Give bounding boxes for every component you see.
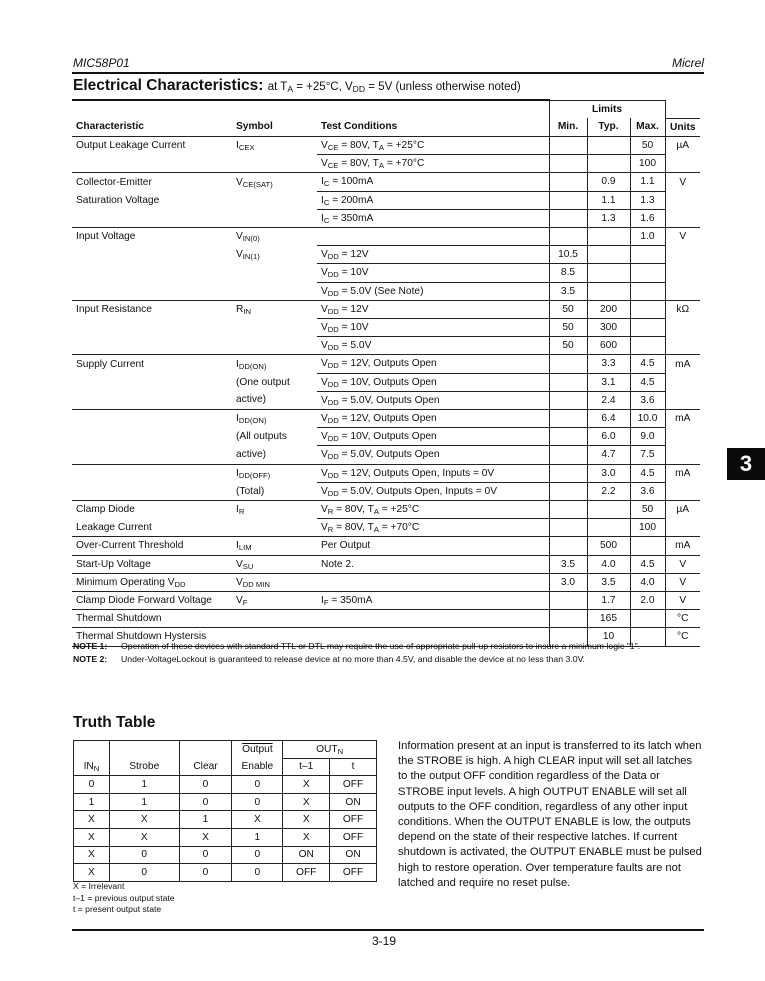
truth-table-row: [74, 776, 377, 794]
tt-cell-in: 1: [74, 793, 110, 811]
cell-characteristic: [72, 391, 232, 409]
cell-max: 100: [630, 155, 665, 173]
cell-characteristic: Output Leakage Current: [76, 140, 186, 152]
cell-characteristic: [72, 337, 232, 355]
table-body: [72, 136, 700, 646]
cell-typ: 0.9: [587, 173, 630, 191]
tt-cell-t-minus-1: X: [283, 828, 330, 846]
tt-cell-t-minus-1: OFF: [283, 864, 330, 882]
tt-cell-clear: 0: [179, 846, 232, 864]
cell-max: 4.5: [630, 464, 665, 482]
table-row: [72, 519, 700, 537]
cell-characteristic: [72, 373, 232, 391]
cell-symbol: [232, 191, 317, 209]
cell-test-condition: $V_{DD} = 10V$: [317, 264, 549, 282]
table-row: [72, 446, 700, 464]
cell-max: [630, 337, 665, 355]
cell-characteristic: [72, 264, 232, 282]
cell-units: kΩ: [665, 300, 700, 318]
cell-symbol: $V_{IN(1)}$: [236, 249, 260, 262]
note-2: NOTE 2: Under-VoltageLockout is guaranteed to release device at no more than 4.5V, and disable the device at no less than 3.0V.: [73, 653, 585, 664]
cell-characteristic: Input Voltage: [72, 227, 232, 245]
legend-line: X = Irrelevant: [73, 881, 125, 891]
table-row: [72, 136, 700, 154]
col-max: Max.: [630, 118, 665, 136]
table-row: [72, 337, 700, 355]
cell-max: [630, 264, 665, 282]
cell-min: [549, 610, 587, 628]
cell-typ: [587, 519, 630, 537]
cell-typ: [587, 282, 630, 300]
cell-units: [665, 428, 700, 446]
tt-col-t-minus-1: t–1: [283, 758, 330, 776]
table-row: [72, 482, 700, 500]
cell-min: 50: [549, 300, 587, 318]
tt-cell-enable: 0: [232, 793, 283, 811]
cell-typ: 1.1: [587, 191, 630, 209]
table-row: [72, 464, 700, 482]
cell-test-condition: $V_{DD} = 5.0V$, Outputs Open, Inputs = 0V: [317, 482, 549, 500]
cell-test-condition: $I_C = 100mA$: [317, 173, 549, 191]
tt-cell-in: 0: [74, 776, 110, 794]
cell-units: [665, 191, 700, 209]
table-row: [72, 264, 700, 282]
col-min: Min.: [549, 118, 587, 136]
cell-max: 2.0: [630, 591, 665, 609]
tt-cell-t-minus-1: X: [283, 776, 330, 794]
cell-min: [549, 191, 587, 209]
tt-cell-in: X: [74, 864, 110, 882]
cell-typ: 200: [587, 300, 630, 318]
cell-min: [549, 391, 587, 409]
cell-max: [630, 318, 665, 336]
tt-cell-t: OFF: [330, 864, 377, 882]
cell-max: [630, 300, 665, 318]
cell-test-condition: $V_{DD} = 12V$, Outputs Open: [317, 355, 549, 373]
truth-table-row: [74, 793, 377, 811]
limits-label: Limits: [549, 100, 665, 118]
cell-units: V: [665, 573, 700, 591]
title-main: Electrical Characteristics:: [73, 77, 264, 94]
tt-cell-in: X: [74, 811, 110, 829]
cell-symbol: $I_{DD(ON)}$: [232, 355, 317, 373]
table-row: [72, 500, 700, 518]
cell-characteristic: Over-Current Threshold: [72, 537, 232, 555]
tt-cell-t-minus-1: X: [283, 811, 330, 829]
cell-min: [549, 136, 587, 154]
table-row: [72, 537, 700, 555]
cell-test-condition: $V_R = 80V$, $T_A = +70^\circ C$: [317, 519, 549, 537]
table-row: [72, 227, 700, 245]
cell-characteristic: [72, 446, 232, 464]
cell-test-condition: $V_{DD} = 12V$: [317, 300, 549, 318]
cell-min: [549, 355, 587, 373]
cell-min: [549, 446, 587, 464]
cell-units: [665, 318, 700, 336]
cell-symbol: [232, 610, 317, 628]
cell-max: [630, 610, 665, 628]
cell-min: [549, 482, 587, 500]
table-row: [72, 555, 700, 573]
note-1: NOTE 1: Operation of these devices with standard TTL or DTL may require the use of appropriate pull-up resistors to insure a minimum logic "1".: [73, 641, 641, 651]
cell-max: 1.3: [630, 191, 665, 209]
cell-test-condition: Note 2.: [317, 555, 549, 573]
cell-characteristic: [72, 428, 232, 446]
cell-characteristic: Minimum Operating $V_{DD}$: [72, 573, 232, 591]
footer-rule: [72, 929, 704, 931]
legend-line: t–1 = previous output state: [73, 892, 175, 903]
cell-symbol: $V_{DD MIN}$: [232, 573, 317, 591]
table-row: [72, 610, 700, 628]
cell-min: [549, 464, 587, 482]
cell-units: mA: [665, 355, 700, 373]
cell-typ: [587, 155, 630, 173]
cell-units: mA: [665, 537, 700, 555]
table-row: [72, 573, 700, 591]
cell-max: 50: [630, 500, 665, 518]
cell-symbol: [232, 318, 317, 336]
cell-typ: 500: [587, 537, 630, 555]
cell-units: °C: [665, 628, 700, 646]
cell-test-condition: Per Output: [317, 537, 549, 555]
cell-min: [549, 209, 587, 227]
table-row: [72, 428, 700, 446]
cell-min: [549, 519, 587, 537]
cell-units: µA: [676, 140, 690, 152]
cell-typ: 165: [587, 610, 630, 628]
cell-characteristic: [72, 464, 232, 482]
notes: [73, 640, 640, 665]
cell-characteristic: [72, 209, 232, 227]
tt-cell-clear: 0: [179, 793, 232, 811]
cell-symbol: $I_{LIM}$: [232, 537, 317, 555]
col-test-conditions: Test Conditions: [317, 118, 549, 136]
table-row: [72, 191, 700, 209]
truth-table-row: [74, 864, 377, 882]
table-row: [72, 246, 700, 264]
cell-typ: 600: [587, 337, 630, 355]
tt-cell-clear: 0: [179, 776, 232, 794]
tt-cell-strobe: 0: [109, 846, 179, 864]
cell-test-condition: $V_{DD} = 5.0V$, Outputs Open: [317, 391, 549, 409]
cell-typ: 2.2: [587, 482, 630, 500]
cell-typ: [587, 227, 630, 245]
description-paragraph: Information present at an input is transferred to its latch when the STROBE is high. A high CLEAR input will set all latches to the output OFF condition regardless of the Data or STROBE input levels. A high OUTPUT ENABLE will set all outputs to the OFF condition, regardless of any other input conditions. When the OUTPUT ENABLE is low, the outputs depend on the state of their respective latches. If current shutdown is activated, the OUTPUT ENABLE must be pulsed high to restore operation. Over temperature faults are not latched and require no reset pulse.: [398, 740, 702, 889]
col-characteristic: Characteristic: [72, 118, 232, 136]
cell-symbol: $I_R$: [232, 500, 317, 518]
cell-min: 10.5: [549, 246, 587, 264]
truth-table: [73, 740, 377, 882]
col-units: Units: [665, 118, 700, 136]
cell-symbol: [232, 209, 317, 227]
cell-units: [665, 282, 700, 300]
cell-characteristic: Thermal Shutdown: [72, 610, 232, 628]
cell-symbol: [232, 264, 317, 282]
cell-characteristic: [72, 155, 232, 173]
cell-max: [630, 282, 665, 300]
cell-typ: 3.5: [587, 573, 630, 591]
cell-units: mA: [665, 464, 700, 482]
header-brand: Micrel: [672, 56, 704, 70]
tt-col-strobe: Strobe: [109, 758, 179, 776]
cell-min: [549, 155, 587, 173]
table-row: [72, 209, 700, 227]
cell-characteristic: [72, 246, 232, 264]
tt-cell-t: OFF: [330, 828, 377, 846]
cell-units: [665, 337, 700, 355]
cell-units: V: [665, 173, 700, 191]
cell-max: 9.0: [630, 428, 665, 446]
tt-cell-strobe: 1: [109, 776, 179, 794]
tt-cell-in: X: [74, 846, 110, 864]
cell-max: 4.5: [630, 355, 665, 373]
cell-test-condition: $V_{DD} = 12V$, Outputs Open, Inputs = 0V: [317, 464, 549, 482]
cell-test-condition: $V_{DD} = 12V$: [317, 246, 549, 264]
cell-min: [549, 227, 587, 245]
section-tab: 3: [727, 448, 765, 480]
cell-symbol: [232, 337, 317, 355]
cell-min: 3.5: [549, 282, 587, 300]
cell-typ: 3.3: [587, 355, 630, 373]
cell-symbol: $I_{CEX}$: [236, 140, 255, 153]
cell-min: [549, 409, 587, 427]
cell-max: 4.5: [630, 373, 665, 391]
cell-characteristic: Start-Up Voltage: [72, 555, 232, 573]
cell-characteristic: [72, 318, 232, 336]
tt-cell-t-minus-1: X: [283, 793, 330, 811]
cell-symbol: (One output: [236, 376, 290, 388]
cell-characteristic: Thermal Shutdown Hystersis: [72, 628, 232, 646]
cell-characteristic: Input Resistance: [72, 300, 232, 318]
col-symbol: Symbol: [232, 118, 317, 136]
page-number: 3-19: [372, 934, 397, 948]
cell-min: 50: [549, 318, 587, 336]
cell-max: 3.6: [630, 391, 665, 409]
cell-symbol: $I_{DD(OFF)}$: [232, 464, 317, 482]
cell-test-condition: $V_{DD} = 5.0V$: [317, 337, 549, 355]
cell-max: 10.0: [630, 409, 665, 427]
cell-min: [549, 537, 587, 555]
cell-max: 100: [630, 519, 665, 537]
cell-max: 1.1: [630, 173, 665, 191]
cell-symbol: $R_{IN}$: [232, 300, 317, 318]
table-row: [72, 173, 700, 191]
table-row: [72, 155, 700, 173]
cell-symbol: (Total): [236, 485, 265, 497]
tt-col-t: t: [330, 758, 377, 776]
cell-units: [665, 446, 700, 464]
table-row: [72, 409, 700, 427]
cell-typ: 1.7: [587, 591, 630, 609]
truth-table-title: Truth Table: [73, 714, 156, 731]
cell-typ: 300: [587, 318, 630, 336]
cell-symbol: [232, 282, 317, 300]
cell-max: 3.6: [630, 482, 665, 500]
table-row: [72, 300, 700, 318]
cell-units: [665, 209, 700, 227]
cell-symbol: [232, 155, 317, 173]
cell-test-condition: [317, 610, 549, 628]
title-condition: at $T_A = +25^\circ C$, $V_{DD} = 5V$ (unless otherwise noted): [267, 81, 521, 95]
cell-min: 8.5: [549, 264, 587, 282]
cell-test-condition: [317, 227, 549, 245]
cell-max: 7.5: [630, 446, 665, 464]
cell-min: 3.5: [549, 555, 587, 573]
cell-units: [665, 373, 700, 391]
cell-characteristic: Collector-Emitter: [72, 173, 232, 191]
cell-characteristic: Clamp Diode Forward Voltage: [72, 591, 232, 609]
cell-typ: [587, 264, 630, 282]
cell-symbol: $V_F$: [232, 591, 317, 609]
cell-units: V: [665, 227, 700, 245]
tt-cell-strobe: 0: [109, 864, 179, 882]
cell-units: [665, 482, 700, 500]
tt-output-label: Output: [242, 744, 273, 756]
cell-characteristic: [72, 282, 232, 300]
cell-units: V: [665, 591, 700, 609]
cell-typ: 6.4: [587, 409, 630, 427]
cell-test-condition: $I_C = 350mA$: [317, 209, 549, 227]
cell-symbol: $V_{IN(0)}$: [232, 227, 317, 245]
tt-cell-clear: X: [179, 828, 232, 846]
cell-test-condition: $I_C = 200mA$: [317, 191, 549, 209]
tt-cell-enable: 1: [232, 828, 283, 846]
cell-typ: 3.0: [587, 464, 630, 482]
cell-units: [665, 155, 700, 173]
table-row: [72, 318, 700, 336]
cell-characteristic: [72, 409, 232, 427]
cell-max: [630, 537, 665, 555]
cell-units: [665, 246, 700, 264]
tt-cell-t: ON: [330, 846, 377, 864]
cell-test-condition: [317, 573, 549, 591]
cell-symbol: $V_{CE(SAT)}$: [232, 173, 317, 191]
truth-table-row: [74, 828, 377, 846]
cell-typ: [587, 246, 630, 264]
section-title: [73, 77, 521, 95]
cell-max: [630, 246, 665, 264]
tt-col-enable: Enable: [232, 758, 283, 776]
tt-cell-strobe: X: [109, 811, 179, 829]
cell-typ: 2.4: [587, 391, 630, 409]
cell-test-condition: $I_F = 350mA$: [317, 591, 549, 609]
tt-cell-enable: X: [232, 811, 283, 829]
tt-col-in: $IN_N$: [74, 758, 110, 776]
tt-outn-label: $OUT_N$: [283, 741, 377, 759]
cell-symbol: $V_{SU}$: [232, 555, 317, 573]
cell-test-condition: $V_{DD} = 5.0V$ (See Note): [317, 282, 549, 300]
cell-characteristic: Clamp Diode: [72, 500, 232, 518]
cell-units: [665, 391, 700, 409]
cell-units: [665, 519, 700, 537]
cell-max: 4.0: [630, 573, 665, 591]
cell-max: 50: [630, 136, 665, 154]
cell-units: [665, 264, 700, 282]
tt-cell-t: OFF: [330, 811, 377, 829]
cell-symbol: [232, 519, 317, 537]
tt-cell-t: OFF: [330, 776, 377, 794]
truth-table-legend: [73, 881, 175, 916]
cell-typ: 1.3: [587, 209, 630, 227]
cell-max: 1.6: [630, 209, 665, 227]
cell-typ: 3.1: [587, 373, 630, 391]
cell-typ: 6.0: [587, 428, 630, 446]
cell-symbol: (All outputs: [236, 431, 287, 443]
cell-min: [549, 373, 587, 391]
tt-cell-clear: 1: [179, 811, 232, 829]
cell-units: mA: [665, 409, 700, 427]
cell-typ: 10: [587, 628, 630, 646]
cell-min: [549, 173, 587, 191]
legend-line: t = present output state: [73, 904, 162, 914]
cell-typ: 4.0: [587, 555, 630, 573]
truth-table-row: [74, 846, 377, 864]
tt-cell-strobe: 1: [109, 793, 179, 811]
tt-cell-enable: 0: [232, 776, 283, 794]
cell-test-condition: $V_{DD} = 10V$: [317, 318, 549, 336]
table-row: [72, 355, 700, 373]
cell-characteristic: Saturation Voltage: [76, 194, 160, 206]
cell-characteristic: [72, 482, 232, 500]
tt-cell-enable: 0: [232, 864, 283, 882]
cell-symbol: $I_{DD(ON)}$: [232, 409, 317, 427]
truth-table-row: [74, 811, 377, 829]
table-row: [72, 282, 700, 300]
cell-characteristic: Leakage Current: [76, 521, 152, 533]
cell-min: 50: [549, 337, 587, 355]
cell-symbol: active): [236, 394, 267, 406]
cell-min: [549, 591, 587, 609]
cell-typ: [587, 500, 630, 518]
cell-test-condition: $V_{CE} = 80V$, $T_A = +70^\circ C$: [317, 155, 549, 173]
electrical-characteristics-table: [72, 99, 700, 647]
table-row: [72, 391, 700, 409]
tt-cell-t: ON: [330, 793, 377, 811]
cell-test-condition: $V_{DD} = 10V$, Outputs Open: [317, 373, 549, 391]
tt-cell-clear: 0: [179, 864, 232, 882]
cell-min: [549, 428, 587, 446]
cell-test-condition: $V_{DD} = 5.0V$, Outputs Open: [317, 446, 549, 464]
cell-units: µA: [665, 500, 700, 518]
cell-max: 4.5: [630, 555, 665, 573]
tt-col-clear: Clear: [179, 758, 232, 776]
cell-symbol: active): [236, 449, 267, 461]
cell-units: °C: [665, 610, 700, 628]
cell-test-condition: $V_{DD} = 12V$, Outputs Open: [317, 409, 549, 427]
cell-max: 1.0: [630, 227, 665, 245]
header-part-number: MIC58P01: [73, 56, 130, 70]
tt-cell-strobe: X: [109, 828, 179, 846]
cell-typ: 4.7: [587, 446, 630, 464]
table-row: [72, 591, 700, 609]
col-typ: Typ.: [587, 118, 630, 136]
header-rule: [72, 72, 704, 74]
cell-typ: [587, 136, 630, 154]
tt-cell-enable: 0: [232, 846, 283, 864]
table-row: [72, 373, 700, 391]
cell-test-condition: $V_R = 80V$, $T_A = +25^\circ C$: [317, 500, 549, 518]
cell-test-condition: $V_{DD} = 10V$, Outputs Open: [317, 428, 549, 446]
tt-cell-t-minus-1: ON: [283, 846, 330, 864]
cell-characteristic: Supply Current: [72, 355, 232, 373]
cell-min: [549, 500, 587, 518]
cell-min: 3.0: [549, 573, 587, 591]
tt-cell-in: X: [74, 828, 110, 846]
cell-test-condition: $V_{CE} = 80V$, $T_A = +25^\circ C$: [317, 136, 549, 154]
cell-units: V: [665, 555, 700, 573]
